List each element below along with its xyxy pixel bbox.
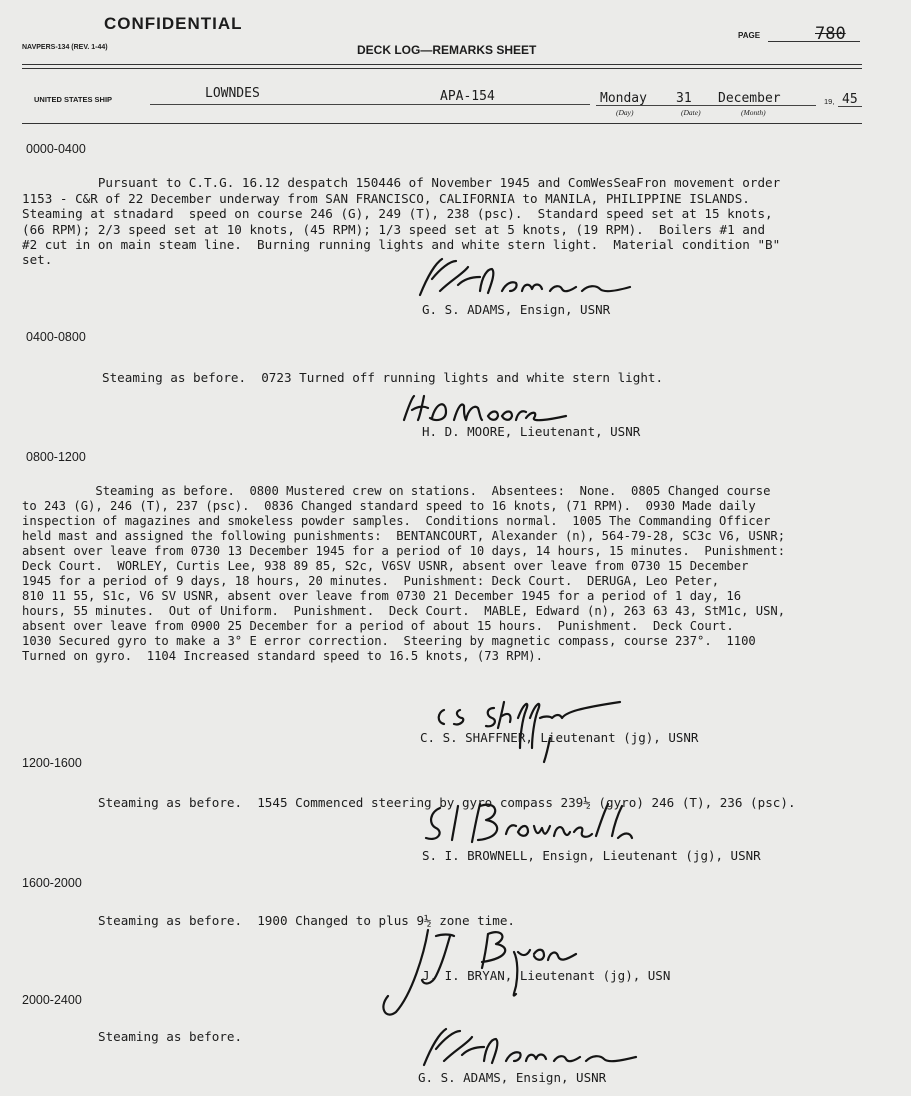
page-number-line [768, 41, 860, 42]
month-caption: (Month) [741, 108, 766, 117]
watch-remarks: Steaming as before. 1545 Commenced steering by gyro compass 239½ (gyro) 246 (T), 236 (psc). [98, 795, 796, 811]
log-day: Monday [600, 91, 647, 106]
handwritten-signature [418, 798, 638, 853]
watch-time: 0000-0400 [26, 142, 86, 156]
signature-name: G. S. ADAMS, Ensign, USNR [418, 1070, 607, 1085]
handwritten-signature [414, 1025, 644, 1075]
signature-name: J. I. BRYAN, Lieutenant (jg), USN [422, 968, 671, 983]
header-rule-top-thin [22, 68, 862, 69]
log-year: 45 [842, 92, 858, 107]
form-number: NAVPERS-134 (REV. 1-44) [22, 44, 108, 51]
watch-time: 2000-2400 [22, 993, 82, 1007]
day-caption: (Day) [616, 108, 634, 117]
watch-remarks: Pursuant to C.T.G. 16.12 despatch 150446 of November 1945 and ComWesSeaFron movement order 1153 - C&R of 22 December underway from SAN FRANCISCO, CALIFORNIA to MANILA, PHILIPPINE ISLANDS. Steaming at stnadard speed on course 246 (G), 249 (T), 238 (psc). Standard speed set at 15 knots, (66 RPM); 2/3 speed set at 10 knots, (45 RPM); 1/3 speed set at 5 knots, (19 RPM). Boilers #1 and #2 cut in on main steam line. Burning running lights and white stern light. Material condition "B" set. [22, 175, 781, 268]
watch-remarks: Steaming as before. 0800 Mustered crew on stations. Absentees: None. 0805 Changed course to 243 (G), 246 (T), 237 (psc). 0836 Changed standard speed to 16 knots, (71 RPM). 0930 Made daily inspection of magazines and smokeless powder samples. Conditions normal. 1005 The Commanding Officer held mast and assigned the following punishments: BENTANCOURT, Alexander (n), 564-79-28, SC3c V6, USNR; absent over leave from 0730 13 December 1945 for a period of 10 days, 14 hours, 15 minutes. Punishment: Deck Court. WORLEY, Curtis Lee, 938 89 85, S2c, V6SV USNR, absent over leave from 0730 15 December 1945 for a period of 9 days, 18 hours, 20 minutes. Punishment: Deck Court. DERUGA, Leo Peter, 810 11 55, S1c, V6 SV USNR, absent over leave from 0730 21 December 1945 for a period of 1 day, 16 hours, 55 minutes. Out of Uniform. Punishment. Deck Court. MABLE, Edward (n), 263 63 43, StM1c, USN, absent over leave from 0900 25 December for a period of about 15 hours. Punishment. Deck Court. 1030 Secured gyro to make a 3° E error correction. Steering by magnetic compass, course 237°. 1100 Turned on gyro. 1104 Increased standard speed to 16.5 knots, (73 RPM). [22, 484, 786, 663]
ship-line [150, 104, 590, 105]
page-number: 780 [815, 24, 846, 44]
watch-remarks: Steaming as before. 0723 Turned off running lights and white stern light. [102, 370, 664, 386]
signature-name: S. I. BROWNELL, Ensign, Lieutenant (jg), USNR [422, 848, 761, 863]
watch-time: 1600-2000 [22, 876, 82, 890]
page-label: PAGE [738, 31, 761, 40]
log-date: 31 [676, 91, 692, 106]
signature-name: G. S. ADAMS, Ensign, USNR [422, 302, 611, 317]
watch-time: 1200-1600 [22, 756, 82, 770]
hull-number: APA-154 [440, 89, 495, 104]
log-month: December [718, 91, 781, 106]
watch-time: 0800-1200 [26, 450, 86, 464]
header-rule-top [22, 64, 862, 65]
sheet-title: DECK LOG—REMARKS SHEET [357, 43, 537, 57]
confidential-stamp: CONFIDENTIAL [104, 14, 243, 33]
header-rule-bottom [22, 123, 862, 124]
signature-name: C. S. SHAFFNER, Lieutenant (jg), USNR [420, 730, 699, 745]
ship-name: LOWNDES [205, 86, 260, 101]
ship-label: UNITED STATES SHIP [34, 95, 113, 104]
year-prefix: 19, [824, 97, 835, 106]
watch-time: 0400-0800 [26, 330, 86, 344]
watch-remarks: Steaming as before. 1900 Changed to plus 9½ zone time. [98, 913, 516, 929]
date-caption: (Date) [681, 108, 701, 117]
signature-name: H. D. MOORE, Lieutenant, USNR [422, 424, 641, 439]
watch-remarks: Steaming as before. [98, 1029, 243, 1045]
handwritten-signature [398, 392, 578, 427]
